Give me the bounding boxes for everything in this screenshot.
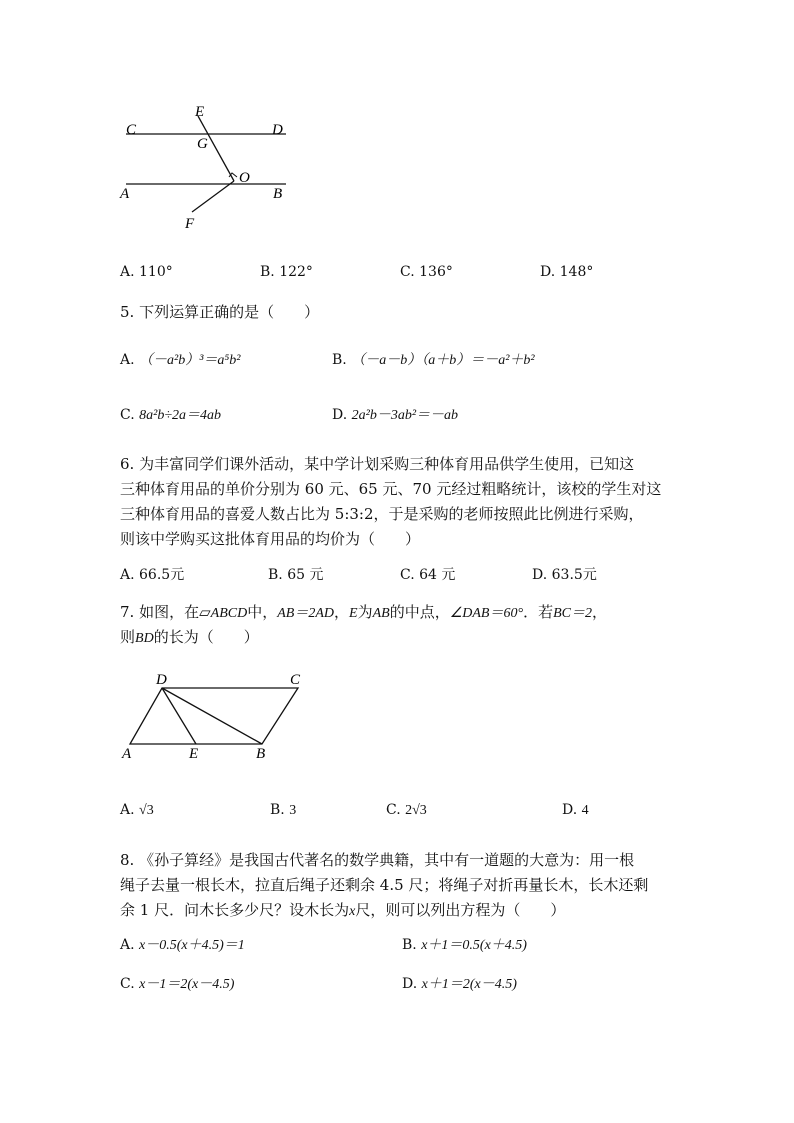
label-e: E: [195, 104, 205, 120]
option-letter: A.: [120, 802, 135, 818]
q8-math: x: [349, 904, 356, 919]
option-letter: D.: [540, 264, 556, 280]
parallelogram-abcd: [130, 688, 298, 744]
q7-option-d[interactable]: [562, 802, 589, 819]
figure-parallelogram: [110, 668, 320, 768]
option-expr: x－0.5(x＋4.5)＝1: [139, 938, 245, 953]
q7-math: E: [349, 606, 358, 621]
q7-option-a[interactable]: [120, 802, 154, 819]
option-value: √3: [139, 803, 154, 818]
option-value: 148°: [559, 264, 594, 280]
option-letter: B.: [402, 937, 417, 953]
q7-line-1: [120, 600, 607, 626]
option-letter: A.: [120, 937, 135, 953]
option-expr: 8a²b÷2a＝4ab: [139, 408, 222, 423]
q7-math: AB＝2AD: [277, 606, 334, 621]
option-letter: A.: [120, 264, 135, 280]
option-value: 110°: [139, 264, 173, 280]
label-b: B: [273, 186, 283, 202]
q7-option-c[interactable]: [386, 802, 427, 819]
q7-text: 的中点，: [389, 603, 450, 621]
option-value: 3: [289, 803, 297, 818]
q4-option-b[interactable]: [260, 264, 313, 280]
q7-text: 7. 如图，在: [120, 603, 200, 621]
label-d: D: [156, 672, 167, 688]
q7-text: 中，: [247, 603, 278, 621]
q6-option-a[interactable]: [120, 564, 184, 584]
label-c: C: [126, 122, 137, 138]
q8-line-1: 8. 《孙子算经》是我国古代著名的数学典籍，其中有一道题的大意为：用一根: [120, 851, 635, 869]
q6-line-4: 则该中学购买这批体育用品的均价为（ ）: [120, 530, 421, 548]
q6-line-1: 6. 为丰富同学们课外活动，某中学计划采购三种体育用品供学生使用，已知这: [120, 455, 635, 473]
option-expr: x＋1＝0.5(x＋4.5): [421, 938, 527, 953]
q5-option-a[interactable]: [120, 349, 240, 369]
q8-option-c[interactable]: [120, 973, 234, 993]
label-g: G: [197, 136, 208, 152]
line-of: [192, 181, 234, 212]
q7-math: ABCD: [210, 606, 248, 621]
q7-math: ∠DAB＝60°: [449, 606, 524, 621]
q7-text: ，: [591, 603, 607, 621]
label-o: O: [239, 170, 250, 186]
q6-line-2: 三种体育用品的单价分别为 60 元、65 元、70 元经过粗略统计，该校的学生对这: [120, 480, 662, 498]
label-b: B: [256, 746, 266, 762]
q8-option-a[interactable]: [120, 934, 245, 954]
q8-text: 余 1 尺．问木长多少尺？设木长为: [120, 901, 350, 919]
q4-option-d[interactable]: [540, 264, 593, 280]
q7-math: AB: [372, 606, 390, 621]
option-expr: x＋1＝2(x－4.5): [421, 977, 517, 992]
q6-option-b[interactable]: [268, 564, 323, 584]
label-f: F: [185, 216, 195, 232]
option-value: 4: [581, 803, 589, 818]
option-value: 122°: [279, 264, 313, 280]
q7-text: ，: [333, 603, 349, 621]
option-letter: B.: [332, 352, 347, 368]
option-letter: A.: [120, 352, 135, 368]
option-letter: C.: [400, 264, 415, 280]
option-value: 2√3: [405, 803, 427, 818]
q7-line-2: [120, 625, 259, 651]
q4-option-c[interactable]: [400, 264, 453, 280]
option-letter: D.: [332, 407, 348, 423]
option-letter: C.: [120, 407, 135, 423]
option-value: 65 元: [287, 567, 324, 583]
option-letter: D.: [532, 567, 548, 583]
option-value: 64 元: [419, 567, 456, 583]
q4-option-a[interactable]: [120, 264, 173, 280]
segment-de: [162, 688, 196, 744]
parallelogram-symbol: ▱: [199, 603, 211, 621]
q5-option-b[interactable]: [332, 349, 535, 369]
q6-option-c[interactable]: [400, 564, 455, 584]
q5-option-c[interactable]: [120, 404, 221, 424]
option-letter: B.: [268, 567, 283, 583]
q7-text: ．若: [523, 603, 554, 621]
option-expr: （－a²b）³＝a⁵b²: [139, 353, 241, 368]
label-d: D: [272, 122, 283, 138]
q8-line-2: 绳子去量一根长木，拉直后绳子还剩余 4.5 尺；将绳子对折再量长木，长木还剩: [120, 876, 649, 894]
q5-option-d[interactable]: [332, 404, 458, 424]
figure-parallel-lines: [110, 100, 310, 235]
q7-text: 的长为（ ）: [153, 628, 259, 646]
option-letter: C.: [120, 976, 135, 992]
q5-stem: 5. 下列运算正确的是（ ）: [120, 303, 320, 321]
segment-db: [162, 688, 262, 744]
option-value: 136°: [419, 264, 453, 280]
option-letter: A.: [120, 567, 135, 583]
option-value: 66.5元: [139, 567, 185, 583]
label-a: A: [122, 746, 132, 762]
q8-text: 尺，则可以列出方程为（ ）: [355, 901, 566, 919]
q8-option-b[interactable]: [402, 934, 527, 954]
option-letter: B.: [260, 264, 275, 280]
q6-option-d[interactable]: [532, 564, 597, 584]
label-c: C: [290, 672, 301, 688]
q7-math: BD: [135, 631, 154, 646]
option-letter: D.: [562, 802, 578, 818]
option-letter: C.: [400, 567, 415, 583]
option-letter: B.: [270, 802, 285, 818]
q7-text: 为: [357, 603, 373, 621]
option-expr: x－1＝2(x－4.5): [139, 977, 235, 992]
option-expr: （－a－b）（a＋b）＝－a²＋b²: [351, 353, 535, 368]
option-value: 63.5元: [551, 567, 597, 583]
label-e: E: [189, 746, 199, 762]
q8-option-d[interactable]: [402, 973, 517, 993]
option-letter: C.: [386, 802, 401, 818]
label-a: A: [120, 186, 130, 202]
option-expr: 2a²b－3ab²＝－ab: [351, 408, 459, 423]
option-letter: D.: [402, 976, 418, 992]
q8-line-3: [120, 898, 565, 924]
q7-text: 则: [120, 628, 136, 646]
q7-option-b[interactable]: [270, 802, 296, 819]
q6-line-3: 三种体育用品的喜爱人数占比为 5:3:2，于是采购的老师按照此比例进行采购，: [120, 505, 644, 523]
q7-math: BC＝2: [553, 606, 592, 621]
